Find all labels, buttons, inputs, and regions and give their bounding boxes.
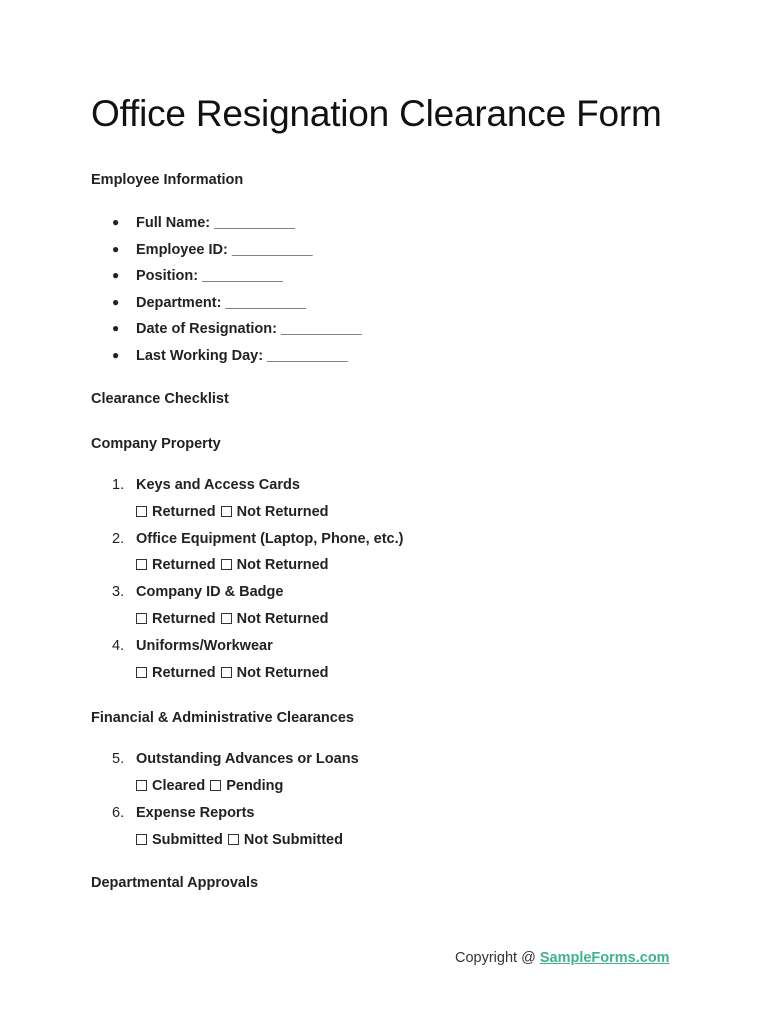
- item-options: [136, 557, 329, 573]
- field-label: Date of Resignation: __________: [136, 321, 362, 337]
- clearance-checklist-heading: Clearance Checklist: [91, 391, 229, 407]
- field-label: Employee ID: __________: [136, 242, 313, 258]
- option-label: Returned: [152, 557, 216, 573]
- employee-info-heading: Employee Information: [91, 172, 244, 188]
- field-department[interactable]: [112, 295, 306, 311]
- cleared-checkbox[interactable]: [136, 780, 147, 791]
- bullet-icon: ●: [112, 268, 120, 282]
- returned-checkbox[interactable]: [136, 559, 147, 570]
- field-last-working-day[interactable]: [112, 348, 348, 364]
- not-returned-checkbox[interactable]: [221, 667, 232, 678]
- bullet-icon: ●: [112, 242, 120, 256]
- field-employee-id[interactable]: [112, 242, 313, 258]
- copyright-text: Copyright @: [455, 950, 540, 966]
- checklist-item: [112, 584, 283, 600]
- option-label: Cleared: [152, 778, 206, 794]
- item-label: Office Equipment (Laptop, Phone, etc.): [136, 531, 404, 547]
- checklist-item: [112, 638, 273, 654]
- not-returned-checkbox[interactable]: [221, 559, 232, 570]
- returned-checkbox[interactable]: [136, 613, 147, 624]
- field-date-of-resignation[interactable]: [112, 321, 362, 337]
- financial-clearances-heading: Financial & Administrative Clearances: [91, 710, 354, 726]
- bullet-icon: ●: [112, 348, 120, 362]
- bullet-icon: ●: [112, 295, 120, 309]
- item-options: [136, 665, 329, 681]
- checklist-item: [112, 477, 300, 493]
- item-number: 3.: [112, 584, 125, 600]
- field-label: Position: __________: [136, 268, 283, 284]
- option-label: Not Returned: [236, 611, 329, 627]
- not-returned-checkbox[interactable]: [221, 613, 232, 624]
- option-label: Returned: [152, 611, 216, 627]
- item-label: Uniforms/Workwear: [136, 638, 273, 654]
- company-property-heading: Company Property: [91, 436, 221, 452]
- checklist-item: [112, 805, 254, 821]
- option-label: Not Submitted: [243, 832, 343, 848]
- item-options: [136, 611, 329, 627]
- item-options: [136, 778, 283, 794]
- not-submitted-checkbox[interactable]: [228, 834, 239, 845]
- copyright-footer: [455, 950, 670, 966]
- option-label: Returned: [152, 665, 216, 681]
- pending-checkbox[interactable]: [210, 780, 221, 791]
- item-label: Keys and Access Cards: [136, 477, 300, 493]
- option-label: Pending: [226, 778, 284, 794]
- option-label: Submitted: [152, 832, 223, 848]
- item-number: 5.: [112, 751, 125, 767]
- item-label: Expense Reports: [136, 805, 255, 821]
- bullet-icon: ●: [112, 215, 120, 229]
- checklist-item: [112, 531, 403, 547]
- item-number: 4.: [112, 638, 125, 654]
- option-label: Not Returned: [236, 504, 329, 520]
- field-label: Department: __________: [136, 295, 307, 311]
- option-label: Not Returned: [236, 665, 329, 681]
- item-label: Company ID & Badge: [136, 584, 284, 600]
- item-number: 6.: [112, 805, 125, 821]
- returned-checkbox[interactable]: [136, 667, 147, 678]
- option-label: Returned: [152, 504, 216, 520]
- field-full-name[interactable]: [112, 215, 295, 231]
- item-options: [136, 832, 343, 848]
- sampleforms-link[interactable]: SampleForms.com: [539, 950, 670, 966]
- page-title: Office Resignation Clearance Form: [91, 93, 662, 134]
- item-number: 1.: [112, 477, 125, 493]
- option-label: Not Returned: [236, 557, 329, 573]
- item-label: Outstanding Advances or Loans: [136, 751, 359, 767]
- item-number: 2.: [112, 531, 125, 547]
- bullet-icon: ●: [112, 321, 120, 335]
- field-position[interactable]: [112, 268, 283, 284]
- submitted-checkbox[interactable]: [136, 834, 147, 845]
- field-label: Full Name: __________: [136, 215, 295, 231]
- not-returned-checkbox[interactable]: [221, 506, 232, 517]
- checklist-item: [112, 751, 359, 767]
- field-label: Last Working Day: __________: [136, 348, 348, 364]
- item-options: [136, 504, 329, 520]
- departmental-approvals-heading: Departmental Approvals: [91, 875, 259, 891]
- returned-checkbox[interactable]: [136, 506, 147, 517]
